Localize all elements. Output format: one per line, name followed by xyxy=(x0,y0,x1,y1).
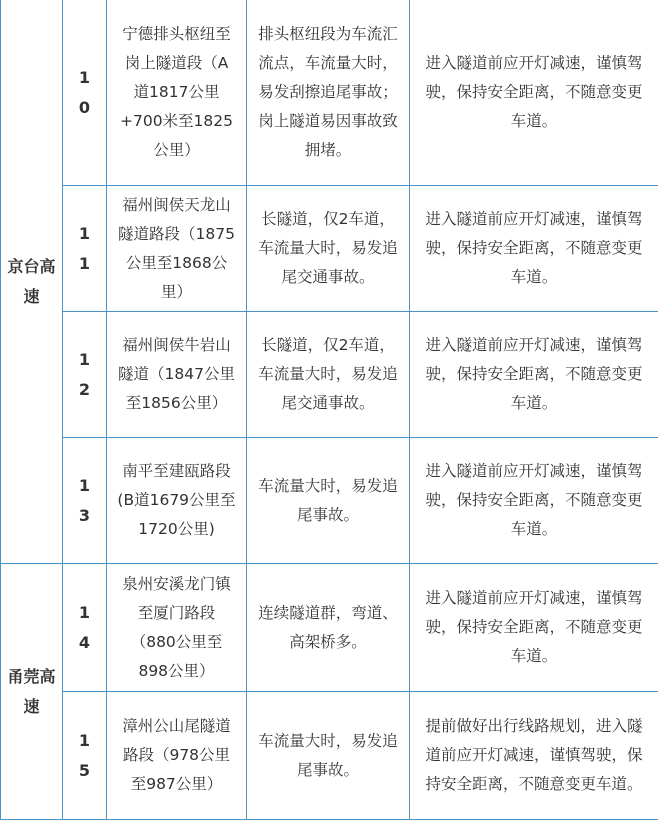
table-row xyxy=(1,0,658,186)
section-cell: 福州闽侯天龙山隧道路段（1875公里至1868公里） xyxy=(107,186,247,312)
section-cell: 泉州安溪龙门镇至厦门路段（880公里至898公里） xyxy=(107,564,247,692)
row-number: 1 4 xyxy=(63,564,107,692)
row-number: 1 3 xyxy=(63,438,107,564)
section-cell: 漳州公山尾隧道路段（978公里至987公里） xyxy=(107,692,247,820)
table-row xyxy=(1,692,658,820)
advice-cell: 进入隧道前应开灯减速，谨慎驾驶，保持安全距离，不随意变更车道。 xyxy=(410,312,658,438)
risk-cell: 车流量大时，易发追尾事故。 xyxy=(247,692,410,820)
risk-cell: 长隧道，仅2车道，车流量大时，易发追尾交通事故。 xyxy=(247,312,410,438)
advice-cell: 进入隧道前应开灯减速，谨慎驾驶，保持安全距离，不随意变更车道。 xyxy=(410,0,658,186)
table-row xyxy=(1,564,658,692)
risk-cell: 连续隧道群，弯道、高架桥多。 xyxy=(247,564,410,692)
section-cell: 福州闽侯牛岩山隧道（1847公里至1856公里） xyxy=(107,312,247,438)
table-row xyxy=(1,438,658,564)
risk-cell: 车流量大时，易发追尾事故。 xyxy=(247,438,410,564)
advice-cell: 进入隧道前应开灯减速，谨慎驾驶，保持安全距离，不随意变更车道。 xyxy=(410,186,658,312)
advice-cell: 提前做好出行线路规划，进入隧道前应开灯减速，谨慎驾驶，保持安全距离，不随意变更车道。 xyxy=(410,692,658,820)
table-row xyxy=(1,312,658,438)
section-cell: 宁德排头枢纽至岗上隧道段（A道1817公里+700米至1825公里） xyxy=(107,0,247,186)
risk-cell: 长隧道，仅2车道，车流量大时，易发追尾交通事故。 xyxy=(247,186,410,312)
row-number: 1 2 xyxy=(63,312,107,438)
row-number: 1 0 xyxy=(63,0,107,186)
risk-cell: 排头枢纽段为车流汇流点，车流量大时，易发刮擦追尾事故；岗上隧道易因事故致拥堵。 xyxy=(247,0,410,186)
advice-cell: 进入隧道前应开灯减速，谨慎驾驶，保持安全距离，不随意变更车道。 xyxy=(410,564,658,692)
road-name-cell: 甬莞高速 xyxy=(1,564,63,820)
table-row xyxy=(1,186,658,312)
advice-cell: 进入隧道前应开灯减速，谨慎驾驶，保持安全距离，不随意变更车道。 xyxy=(410,438,658,564)
row-number: 1 1 xyxy=(63,186,107,312)
road-name-cell: 京台高速 xyxy=(1,0,63,564)
row-number: 1 5 xyxy=(63,692,107,820)
section-cell: 南平至建瓯路段(B道1679公里至1720公里) xyxy=(107,438,247,564)
